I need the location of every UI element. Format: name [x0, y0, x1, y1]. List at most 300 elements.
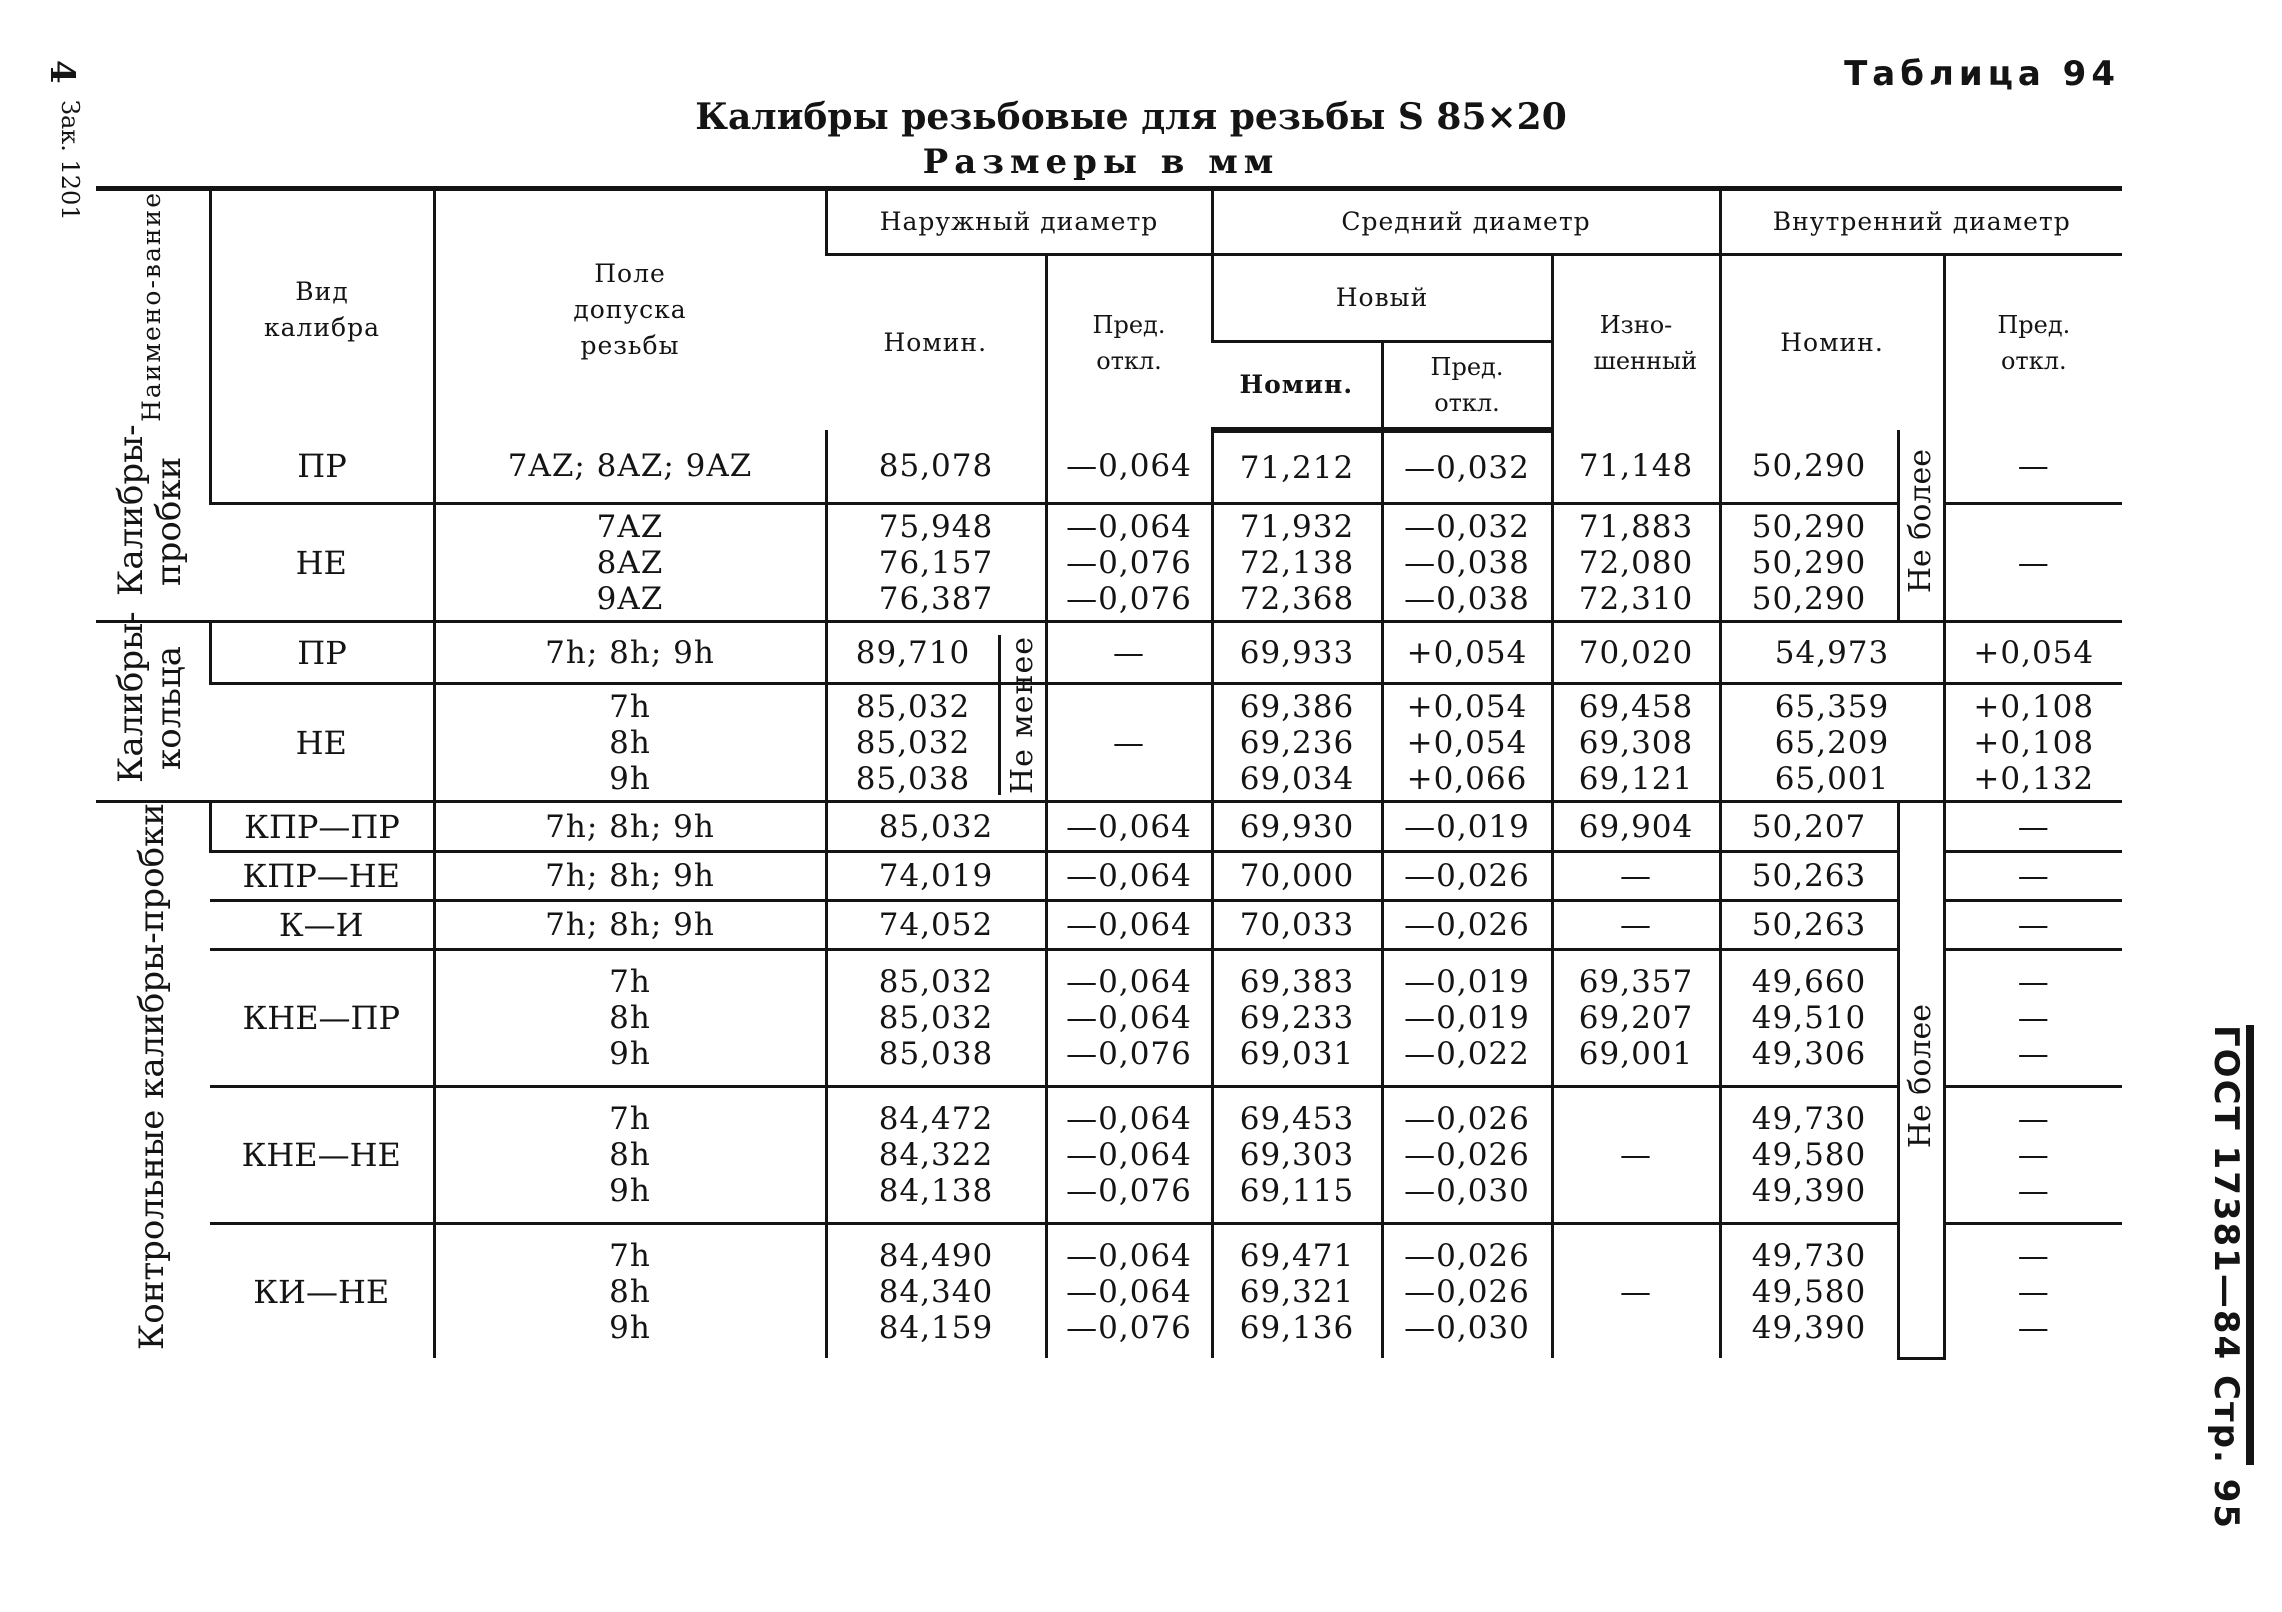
middle-worn-stack: [1554, 1274, 1719, 1310]
inner-nominal: [1720, 1223, 1898, 1358]
middle-worn-stack: [1554, 858, 1719, 894]
table-row: [96, 430, 2122, 504]
middle-worn-stack: [1554, 964, 1719, 1072]
inner-nominal-stack: [1722, 689, 1943, 797]
outer-deviation-value: —0,064: [1066, 1000, 1192, 1037]
middle-deviation-value: —0,022: [1404, 1036, 1530, 1073]
outer-nominal-value: 84,472: [878, 1101, 994, 1137]
inner-deviation: [1944, 684, 2122, 802]
inner-deviation-value: —: [2017, 1000, 2050, 1037]
outer-deviation: [1046, 430, 1212, 504]
tolerance-field: [434, 430, 826, 504]
inner-deviation-value: —: [2017, 1273, 2050, 1310]
inner-deviation-stack: [1946, 545, 2123, 581]
tolerance-field: [434, 504, 826, 622]
outer-deviation-value: —0,064: [1066, 1137, 1192, 1173]
inner-deviation-value: —: [2017, 1309, 2050, 1346]
outer-nominal-value: 84,322: [878, 1137, 994, 1173]
header-middle-dev: Пред. откл.: [1382, 342, 1552, 430]
inner-deviation-value: —: [2017, 907, 2050, 944]
middle-worn: [1552, 1087, 1720, 1224]
inner-nominal-value: 49,390: [1751, 1309, 1867, 1346]
middle-nominal-value: 69,136: [1239, 1309, 1355, 1346]
header-kind: Вид калибра: [210, 189, 434, 430]
outer-nominal-stack: [828, 964, 1045, 1072]
outer-nominal-value: 84,490: [878, 1237, 994, 1274]
group-label: Контрольные калибры-пробки: [132, 803, 173, 1351]
table-body: [96, 424, 2122, 1359]
note-not-more: Не более: [1903, 1003, 1939, 1148]
order-reference: Зак. 1201: [56, 100, 84, 221]
inner-nominal: [1720, 900, 1898, 949]
inner-nominal-value: 65,359: [1774, 688, 1890, 725]
middle-worn-value: 69,001: [1578, 1036, 1694, 1073]
inner-deviation-value: +0,132: [1973, 760, 2095, 797]
middle-nominal-value: 69,453: [1239, 1101, 1355, 1137]
middle-worn-value: 69,904: [1578, 808, 1694, 845]
inner-deviation-value: —: [2017, 964, 2050, 1001]
table-row: [96, 1223, 2122, 1358]
inner-nominal-stack: [1722, 1101, 1897, 1209]
middle-nominal-stack: [1214, 858, 1381, 894]
inner-nominal: [1720, 684, 1944, 802]
outer-deviation-value: —0,064: [1066, 508, 1192, 545]
tolerance-field: [434, 622, 826, 684]
header-middle-nom: Номин.: [1212, 342, 1382, 430]
middle-deviation: [1382, 851, 1552, 900]
header-name: [96, 189, 210, 430]
inner-nominal: [1720, 950, 1898, 1087]
outer-deviation-value: —0,064: [1066, 857, 1192, 894]
outer-nominal-value: 85,032: [855, 724, 971, 761]
header-name-text: Наимено-вание: [137, 191, 167, 422]
middle-nominal: [1212, 684, 1382, 802]
middle-deviation: [1382, 622, 1552, 684]
middle-nominal-stack: [1214, 635, 1381, 671]
middle-worn-value: 69,458: [1578, 688, 1694, 725]
inner-nominal-stack: [1722, 809, 1897, 845]
tolerance-field-value: 9h: [609, 760, 651, 797]
outer-deviation-stack: [1048, 964, 1211, 1072]
middle-nominal-value: 69,930: [1239, 808, 1355, 845]
outer-nominal: [826, 1087, 1046, 1224]
outer-deviation-stack: [1048, 809, 1211, 845]
tolerance-field-value: 7h; 8h; 9h: [545, 808, 715, 845]
middle-nominal-stack: [1214, 964, 1381, 1072]
inner-deviation: [1944, 900, 2122, 949]
middle-worn-stack: [1554, 689, 1719, 797]
inner-deviation-stack: [1946, 689, 2123, 797]
middle-worn: [1552, 622, 1720, 684]
middle-worn-value: 72,080: [1578, 544, 1694, 581]
outer-deviation-value: —0,064: [1066, 1273, 1192, 1310]
middle-worn-value: 71,883: [1578, 508, 1694, 545]
tolerance-field-value: 7h; 8h; 9h: [545, 857, 715, 894]
outer-nominal-stack: [828, 858, 1045, 894]
inner-deviation-stack: [1946, 907, 2123, 943]
outer-deviation-stack: [1048, 448, 1211, 484]
tolerance-field-value: 9h: [609, 1173, 651, 1209]
middle-deviation-value: +0,054: [1406, 688, 1528, 725]
middle-nominal-stack: [1214, 809, 1381, 845]
tolerance-field-stack: [436, 907, 825, 943]
outer-deviation-stack: [1048, 725, 1211, 761]
middle-worn-stack: [1554, 448, 1719, 484]
inner-deviation: [1944, 1223, 2122, 1358]
outer-nominal-value: 84,340: [878, 1273, 994, 1310]
tolerance-field-stack: [436, 689, 825, 797]
outer-nominal-value: 84,138: [878, 1173, 994, 1209]
inner-deviation-value: —: [2017, 1101, 2050, 1137]
middle-worn-stack: [1554, 907, 1719, 943]
middle-nominal-stack: [1214, 689, 1381, 797]
middle-deviation-value: —0,026: [1404, 907, 1530, 944]
table-row: [96, 1087, 2122, 1224]
outer-nominal: [826, 900, 1046, 949]
tolerance-field-value: 7h: [609, 1237, 651, 1274]
middle-deviation: [1382, 900, 1552, 949]
tolerance-field-stack: [436, 1101, 825, 1209]
outer-nominal-value: 85,032: [855, 688, 971, 725]
middle-deviation-value: —0,038: [1404, 544, 1530, 581]
tolerance-field: [434, 684, 826, 802]
gauge-kind: НЕ: [210, 504, 434, 622]
outer-nominal-stack: [828, 809, 1045, 845]
inner-deviation-stack: [1946, 858, 2123, 894]
gauge-kind: НЕ: [210, 684, 434, 802]
inner-deviation-value: —: [2017, 857, 2050, 894]
inner-nominal-value: 50,207: [1751, 808, 1867, 845]
outer-deviation-value: —: [1113, 634, 1145, 671]
middle-deviation-stack: [1384, 964, 1551, 1072]
outer-deviation-value: —0,076: [1066, 1036, 1192, 1073]
outer-nominal-value: 85,032: [878, 808, 994, 845]
inner-deviation: [1944, 622, 2122, 684]
tolerance-field-value: 8h: [609, 1137, 651, 1173]
middle-deviation: [1382, 950, 1552, 1087]
note-not-more-cell: [1898, 430, 1944, 622]
middle-nominal: [1212, 1087, 1382, 1224]
group-label-cell: [96, 611, 210, 802]
header-inner-nom: Номин.: [1720, 255, 1944, 430]
inner-deviation: [1944, 504, 2122, 622]
inner-nominal-value: 49,730: [1751, 1237, 1867, 1274]
inner-deviation-value: —: [2017, 808, 2050, 845]
header-middle-new: Новый: [1212, 255, 1552, 342]
middle-deviation: [1382, 430, 1552, 504]
tolerance-field-stack: [436, 964, 825, 1072]
tolerance-field-value: 7h; 8h; 9h: [545, 634, 715, 671]
tolerance-field-value: 9h: [609, 1036, 651, 1073]
middle-deviation: [1382, 504, 1552, 622]
outer-nominal: [826, 430, 1046, 504]
units-text: Размеры в мм: [922, 142, 1280, 182]
middle-nominal-value: 69,034: [1239, 760, 1355, 797]
middle-nominal: [1212, 900, 1382, 949]
inner-deviation-value: —: [2017, 1237, 2050, 1274]
inner-nominal-value: 49,390: [1751, 1173, 1867, 1209]
tolerance-field: [434, 950, 826, 1087]
tolerance-field-stack: [436, 448, 825, 484]
middle-deviation-value: —0,019: [1404, 808, 1530, 845]
inner-deviation: [1944, 430, 2122, 504]
tolerance-field: [434, 1223, 826, 1358]
middle-nominal-value: 69,386: [1239, 688, 1355, 725]
outer-deviation-value: —: [1113, 724, 1145, 761]
middle-deviation-value: —0,026: [1404, 1273, 1530, 1310]
outer-nominal-value: 85,038: [855, 760, 971, 797]
inner-deviation-stack: [1946, 809, 2123, 845]
table-row: [96, 802, 2122, 851]
middle-worn-stack: [1554, 635, 1719, 671]
outer-deviation-stack: [1048, 1101, 1211, 1209]
inner-nominal-value: 50,290: [1751, 544, 1867, 581]
middle-nominal-value: 70,033: [1239, 907, 1355, 944]
table-title-text: Калибры резьбовые для резьбы S 85×20: [695, 96, 1567, 138]
middle-nominal-value: 72,368: [1239, 580, 1355, 617]
middle-worn-value: 71,148: [1578, 448, 1694, 485]
outer-nominal-stack: [828, 1101, 1045, 1209]
inner-nominal-value: 50,290: [1751, 508, 1867, 545]
outer-deviation-stack: [1048, 1238, 1211, 1346]
middle-nominal-value: 69,236: [1239, 724, 1355, 761]
outer-deviation-value: —0,064: [1066, 964, 1192, 1001]
page-number: 4: [42, 60, 82, 84]
outer-nominal-value: 84,159: [878, 1309, 994, 1346]
middle-deviation-stack: [1384, 809, 1551, 845]
middle-nominal-value: 69,933: [1239, 634, 1355, 671]
outer-deviation-value: —0,064: [1066, 808, 1192, 845]
middle-worn: [1552, 504, 1720, 622]
inner-nominal-stack: [1722, 1238, 1897, 1346]
middle-worn-value: —: [1620, 857, 1652, 894]
middle-nominal-value: 71,932: [1239, 508, 1355, 545]
middle-nominal-value: 69,471: [1239, 1237, 1355, 1274]
note-not-less-text: Не менее: [1004, 636, 1040, 795]
gauge-table: [96, 186, 2122, 1360]
outer-deviation: [1046, 950, 1212, 1087]
middle-nominal-stack: [1214, 509, 1381, 617]
outer-nominal: [826, 851, 1046, 900]
middle-deviation-stack: [1384, 509, 1551, 617]
middle-deviation-value: —0,026: [1404, 857, 1530, 894]
group-label-cell: [96, 424, 210, 622]
tolerance-field-value: 7h; 8h; 9h: [545, 907, 715, 944]
middle-worn-value: 69,357: [1578, 964, 1694, 1001]
middle-nominal-value: 71,212: [1239, 449, 1355, 486]
tolerance-field-stack: [436, 809, 825, 845]
outer-deviation-value: —0,076: [1066, 580, 1192, 617]
tolerance-field: [434, 900, 826, 949]
inner-nominal: [1720, 802, 1898, 851]
gauge-kind: КПР—НЕ: [210, 851, 434, 900]
tolerance-field-value: 7h: [609, 1101, 651, 1137]
outer-nominal: [826, 802, 1046, 851]
middle-worn: [1552, 950, 1720, 1087]
tolerance-field-stack: [436, 635, 825, 671]
gauge-kind: КНЕ—ПР: [210, 950, 434, 1087]
tolerance-field-value: 9h: [609, 1309, 651, 1346]
outer-deviation-value: —0,076: [1066, 1173, 1192, 1209]
middle-deviation-stack: [1384, 858, 1551, 894]
inner-deviation: [1944, 802, 2122, 851]
table-row: [96, 684, 2122, 802]
inner-deviation: [1944, 851, 2122, 900]
tolerance-field-value: 8h: [609, 724, 651, 761]
middle-deviation-value: —0,030: [1404, 1309, 1530, 1346]
tolerance-field-value: 7h: [609, 964, 651, 1001]
middle-worn: [1552, 802, 1720, 851]
inner-nominal-value: 65,209: [1774, 724, 1890, 761]
middle-worn: [1552, 851, 1720, 900]
inner-deviation-stack: [1946, 1238, 2123, 1346]
inner-nominal-value: 49,730: [1751, 1101, 1867, 1137]
tolerance-field-stack: [436, 509, 825, 617]
inner-deviation: [1944, 1087, 2122, 1224]
middle-nominal-stack: [1214, 450, 1381, 486]
middle-deviation-value: +0,054: [1406, 634, 1528, 671]
middle-worn-value: —: [1620, 1273, 1652, 1310]
middle-nominal-stack: [1214, 1238, 1381, 1346]
outer-nominal-value: 74,052: [878, 907, 994, 944]
middle-worn-value: 72,310: [1578, 580, 1694, 617]
outer-deviation: [1046, 684, 1212, 802]
inner-nominal-value: 50,290: [1751, 448, 1867, 485]
outer-nominal-stack: [828, 509, 1045, 617]
outer-nominal-stack: [828, 635, 999, 671]
middle-worn-stack: [1554, 1137, 1719, 1173]
middle-nominal: [1212, 851, 1382, 900]
inner-deviation-stack: [1946, 1101, 2123, 1209]
outer-deviation-value: —0,076: [1066, 1309, 1192, 1346]
middle-worn-value: 69,308: [1578, 724, 1694, 761]
inner-deviation-stack: [1946, 964, 2123, 1072]
outer-deviation-value: —0,064: [1066, 448, 1192, 485]
inner-nominal-stack: [1722, 635, 1943, 671]
gost-margin: [2200, 1025, 2254, 1531]
inner-nominal-value: 50,290: [1751, 580, 1867, 617]
middle-nominal-value: 69,321: [1239, 1273, 1355, 1310]
table-header: [96, 189, 2122, 430]
middle-worn-stack: [1554, 509, 1719, 617]
inner-nominal-value: 50,263: [1751, 907, 1867, 944]
inner-nominal: [1720, 622, 1944, 684]
gauge-kind: КПР—ПР: [210, 802, 434, 851]
middle-nominal-value: 70,000: [1239, 857, 1355, 894]
gauge-kind: К—И: [210, 900, 434, 949]
middle-deviation-value: —0,019: [1404, 1000, 1530, 1037]
middle-worn: [1552, 900, 1720, 949]
middle-deviation-stack: [1384, 1101, 1551, 1209]
tolerance-field-value: 8h: [609, 1273, 651, 1310]
middle-worn: [1552, 684, 1720, 802]
inner-nominal-value: 49,580: [1751, 1137, 1867, 1173]
inner-deviation-value: —: [2017, 1137, 2050, 1173]
outer-nominal-stack: [828, 689, 999, 797]
outer-deviation-value: —0,064: [1066, 1237, 1192, 1274]
outer-nominal-value: 75,948: [878, 508, 994, 545]
middle-deviation-value: —0,032: [1404, 508, 1530, 545]
outer-nominal: [826, 950, 1046, 1087]
table-title: [0, 96, 2282, 138]
middle-deviation-stack: [1384, 1238, 1551, 1346]
table-number: Таблица 94: [1844, 54, 2120, 94]
outer-deviation-stack: [1048, 509, 1211, 617]
inner-deviation-value: —: [2017, 1036, 2050, 1073]
middle-nominal-value: 69,383: [1239, 964, 1355, 1001]
outer-deviation: [1046, 802, 1212, 851]
inner-nominal-value: 49,510: [1751, 1000, 1867, 1037]
header-middle-worn: Изно-шенный: [1552, 255, 1720, 430]
tolerance-field-value: 7AZ; 8AZ; 9AZ: [507, 448, 753, 485]
outer-nominal: [826, 1223, 1046, 1358]
middle-nominal-value: 69,233: [1239, 1000, 1355, 1037]
inner-nominal-value: 50,263: [1751, 857, 1867, 894]
inner-nominal-value: 65,001: [1774, 760, 1890, 797]
middle-worn-value: 69,207: [1578, 1000, 1694, 1037]
group-label-cell: [96, 802, 210, 1359]
gauge-kind: ПР: [210, 430, 434, 504]
outer-nominal-value: 85,078: [878, 448, 994, 485]
gost-margin-bar: [2246, 1025, 2254, 1465]
tolerance-field-value: 7h: [609, 688, 651, 725]
middle-deviation-value: —0,038: [1404, 580, 1530, 617]
inner-deviation: [1944, 950, 2122, 1087]
inner-nominal-stack: [1722, 907, 1897, 943]
middle-deviation-value: +0,066: [1406, 760, 1528, 797]
outer-nominal-value: 74,019: [878, 857, 994, 894]
middle-nominal-value: 69,031: [1239, 1036, 1355, 1073]
middle-nominal-value: 69,115: [1239, 1173, 1355, 1209]
gauge-kind: КНЕ—НЕ: [210, 1087, 434, 1224]
middle-deviation-value: —0,030: [1404, 1173, 1530, 1209]
inner-deviation-value: +0,108: [1973, 688, 2095, 725]
tolerance-field-value: 9AZ: [596, 580, 664, 617]
middle-deviation-stack: [1384, 635, 1551, 671]
note-not-less: [998, 635, 1045, 795]
middle-deviation: [1382, 1223, 1552, 1358]
inner-nominal-stack: [1722, 448, 1897, 484]
table-row: [96, 950, 2122, 1087]
header-inner-dev: Пред. откл.: [1944, 255, 2122, 430]
middle-deviation-value: —0,026: [1404, 1101, 1530, 1137]
tolerance-field-value: 8AZ: [596, 544, 664, 581]
inner-deviation-value: —: [2017, 448, 2050, 485]
tolerance-field-value: 7AZ: [596, 508, 664, 545]
inner-deviation-value: +0,054: [1973, 634, 2095, 671]
outer-deviation: [1046, 504, 1212, 622]
inner-nominal-stack: [1722, 964, 1897, 1072]
middle-deviation-value: +0,054: [1406, 724, 1528, 761]
outer-nominal-value: 85,032: [878, 1000, 994, 1037]
table-row: [96, 504, 2122, 622]
outer-deviation-stack: [1048, 907, 1211, 943]
inner-deviation-value: —: [2017, 544, 2050, 581]
outer-nominal-value: 85,038: [878, 1036, 994, 1073]
outer-nominal-stack: [828, 907, 1045, 943]
inner-nominal: [1720, 851, 1898, 900]
middle-deviation: [1382, 802, 1552, 851]
tolerance-field: [434, 851, 826, 900]
middle-nominal: [1212, 430, 1382, 504]
outer-deviation: [1046, 1223, 1212, 1358]
group-label: Калибры-пробки: [111, 424, 190, 597]
middle-deviation-value: —0,026: [1404, 1237, 1530, 1274]
header-outer-dev: Пред. откл.: [1046, 255, 1212, 430]
outer-nominal: [826, 504, 1046, 622]
inner-deviation-stack: [1946, 635, 2123, 671]
inner-deviation-value: +0,108: [1973, 724, 2095, 761]
